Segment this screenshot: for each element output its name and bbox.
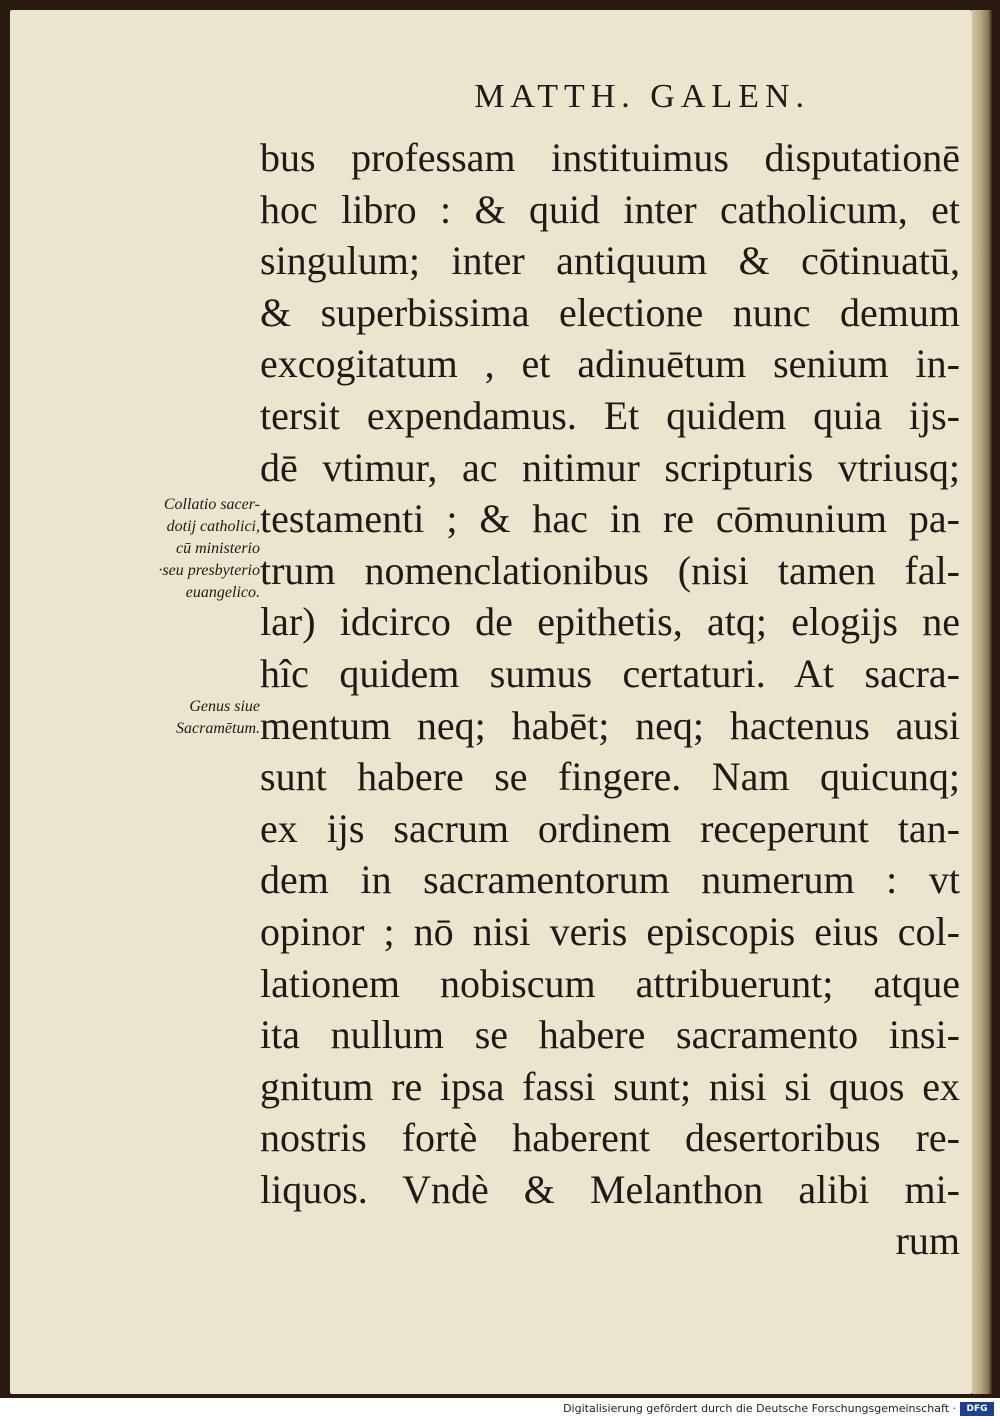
margin-note-line: dotij catholici, — [166, 518, 260, 535]
catchword: rum — [895, 1218, 960, 1264]
margin-note-line: ·seu presbyterio — [158, 562, 260, 579]
margin-note-line: euangelico. — [185, 584, 260, 601]
text-line: & superbissima electione nunc demum — [260, 289, 960, 335]
text-line: hoc libro : & quid inter catholicum, et — [260, 186, 960, 232]
text-line: mentum neq; habēt; neq; hactenus ausi — [260, 702, 960, 748]
text-line: bus professam instituimus disputationē — [260, 135, 960, 180]
text-line: opinor ; nō nisi veris episcopis eius col- — [260, 908, 960, 954]
footer-bar — [0, 1399, 1000, 1420]
text-line: ita nullum se habere sacramento insi- — [260, 1012, 960, 1058]
text-line: ex ijs sacrum ordinem receperunt tan- — [260, 805, 960, 851]
text-line: nostris fortè haberent desertoribus re- — [260, 1115, 960, 1161]
text-line: hîc quidem sumus certaturi. At sacra- — [260, 650, 960, 696]
page-edge — [972, 10, 992, 1394]
margin-note-line: Sacramētum. — [176, 720, 260, 737]
margin-note-line: Collatio sacer- — [163, 496, 260, 513]
text-line: gnitum re ipsa fassi sunt; nisi si quos ex — [260, 1063, 960, 1109]
body-text — [260, 132, 960, 1267]
text-line: lar) idcirco de epithetis, atq; elogijs ne — [260, 599, 960, 645]
text-line: lationem nobiscum attribuerunt; atque — [260, 960, 960, 1006]
margin-note-genus — [110, 696, 260, 740]
text-line: sunt habere se fingere. Nam quicunq; — [260, 754, 960, 800]
margin-note-line: cū ministerio — [176, 540, 260, 557]
text-line: excogitatum , et adinuētum senium in- — [260, 341, 960, 387]
text-line: liquos. Vndè & Melanthon alibi mi- — [260, 1166, 960, 1212]
text-line: trum nomenclationibus (nisi tamen fal- — [260, 547, 960, 593]
text-line: dem in sacramentorum numerum : vt — [260, 857, 960, 903]
dfg-logo-icon: DFG — [960, 1402, 994, 1416]
book-page — [10, 10, 972, 1394]
text-line: testamenti ; & hac in re cōmunium pa- — [260, 496, 960, 542]
running-head: MATTH. GALEN. — [474, 78, 810, 115]
text-line: dē vtimur, ac nitimur scripturis vtriusq; — [260, 444, 960, 490]
text-line: tersit expendamus. Et quidem quia ijs- — [260, 392, 960, 438]
margin-note-collatio — [110, 494, 260, 604]
margin-note-line: Genus siue — [189, 698, 260, 715]
text-line: singulum; inter antiquum & cōtinuatū, — [260, 238, 960, 284]
funding-credit: Digitalisierung gefördert durch die Deutsche Forschungsgemeinschaft · — [563, 1402, 956, 1415]
